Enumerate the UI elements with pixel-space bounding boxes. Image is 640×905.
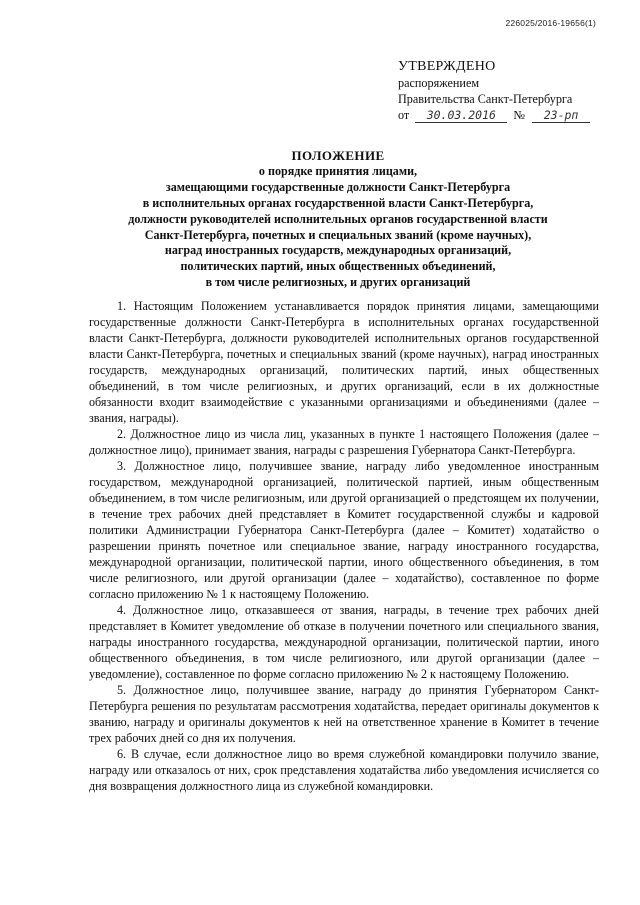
government-label: Правительства Санкт-Петербурга [398, 92, 573, 106]
number-prefix: № [513, 108, 525, 122]
title-heading: ПОЛОЖЕНИЕ [291, 148, 385, 163]
paragraph-4: 4. Должностное лицо, отказавшееся от звания, награды, в течение трех рабочих дней представляет в Комитет уведомление об отказе в получении почетного или специального звания, награды иностранного государства, международной организации, политической партии, иного общественного объединения, в том числе религиозного, или другой организации (далее – уведомление), составленное по форме согласно приложению № 2 к настоящему Положению. [89, 603, 599, 681]
paragraph-2: 2. Должностное лицо из числа лиц, указанных в пункте 1 настоящего Положения (далее – должностное лицо), принимает звания, награды с разрешения Губернатора Санкт-Петербурга. [89, 427, 599, 457]
title-line: политических партий, иных общественных объединений, [180, 259, 496, 274]
approved-by-label: распоряжением [398, 76, 480, 90]
title-line: о порядке принятия лицами, [258, 163, 418, 178]
title-line: в том числе религиозных, и других организаций [205, 275, 471, 290]
approval-date: 30.03.2016 [415, 109, 507, 123]
approved-label: УТВЕРЖДЕНО [398, 59, 496, 74]
paragraph-1: 1. Настоящим Положением устанавливается порядок принятия лицами, замещающими государственные должности Санкт-Петербурга в исполнительных органах государственной власти Санкт-Петербурга, должности руководителей исполнительных органов государственной власти Санкт-Петербурга, почетных и специальных званий (кроме научных), наград иностранных государств, международных организаций, политических партий, иных общественных объединений, в том числе религиозных, и других организаций, если в их должностные обязанности входит взаимодействие с указанными организациями и объединениями (далее – звания, награды). [89, 299, 599, 425]
approval-date-line [398, 107, 608, 123]
paragraph-6: 6. В случае, если должностное лицо во время служебной командировки получило звание, награду или отказалось от них, срок представления ходатайства либо уведомления исчисляется со дня возвращения должностного лица из служебной командировки. [89, 747, 599, 793]
paragraph-3: 3. Должностное лицо, получившее звание, награду либо уведомленное иностранным государством, международной организацией, политической партией, иным общественным объединением, в том числе религиозным, или другой организацией о предстоящем их получении, в течение трех рабочих дней представляет в Комитет государственной службы и кадровой политики Администрации Губернатора Санкт-Петербурга (далее – Комитет) ходатайство о разрешении принять почетное или специальное звание, награду иностранного государства, международной организации, политической партии, иного общественного объединения, в том числе религиозного, или другой организации (далее – ходатайство), составленное по форме согласно приложению № 1 к настоящему Положению. [89, 459, 599, 601]
title-line: должности руководителей исполнительных органов государственной власти [128, 211, 548, 226]
title-line: Санкт-Петербурга, почетных и специальных званий (кроме научных), [144, 227, 532, 242]
document-id: 226025/2016-19656(1) [505, 18, 596, 28]
title-line: наград иностранных государств, международных организаций, [164, 243, 512, 258]
title-line: в исполнительных органах государственной власти Санкт-Петербурга, [142, 195, 534, 210]
approval-stamp [398, 59, 608, 123]
date-prefix: от [398, 108, 410, 122]
paragraph-5: 5. Должностное лицо, получившее звание, награду до принятия Губернатором Санкт-Петербурга решения по результатам рассмотрения ходатайства, передает оригиналы документов к званию, награду и оригиналы документов к ней на ответственное хранение в Комитет в течение трех рабочих дней со дня их получения. [89, 683, 599, 745]
title-line: замещающими государственные должности Санкт-Петербурга [165, 179, 511, 194]
document-title [88, 148, 588, 291]
document-body [89, 298, 599, 794]
approval-number: 23-рп [532, 109, 590, 123]
